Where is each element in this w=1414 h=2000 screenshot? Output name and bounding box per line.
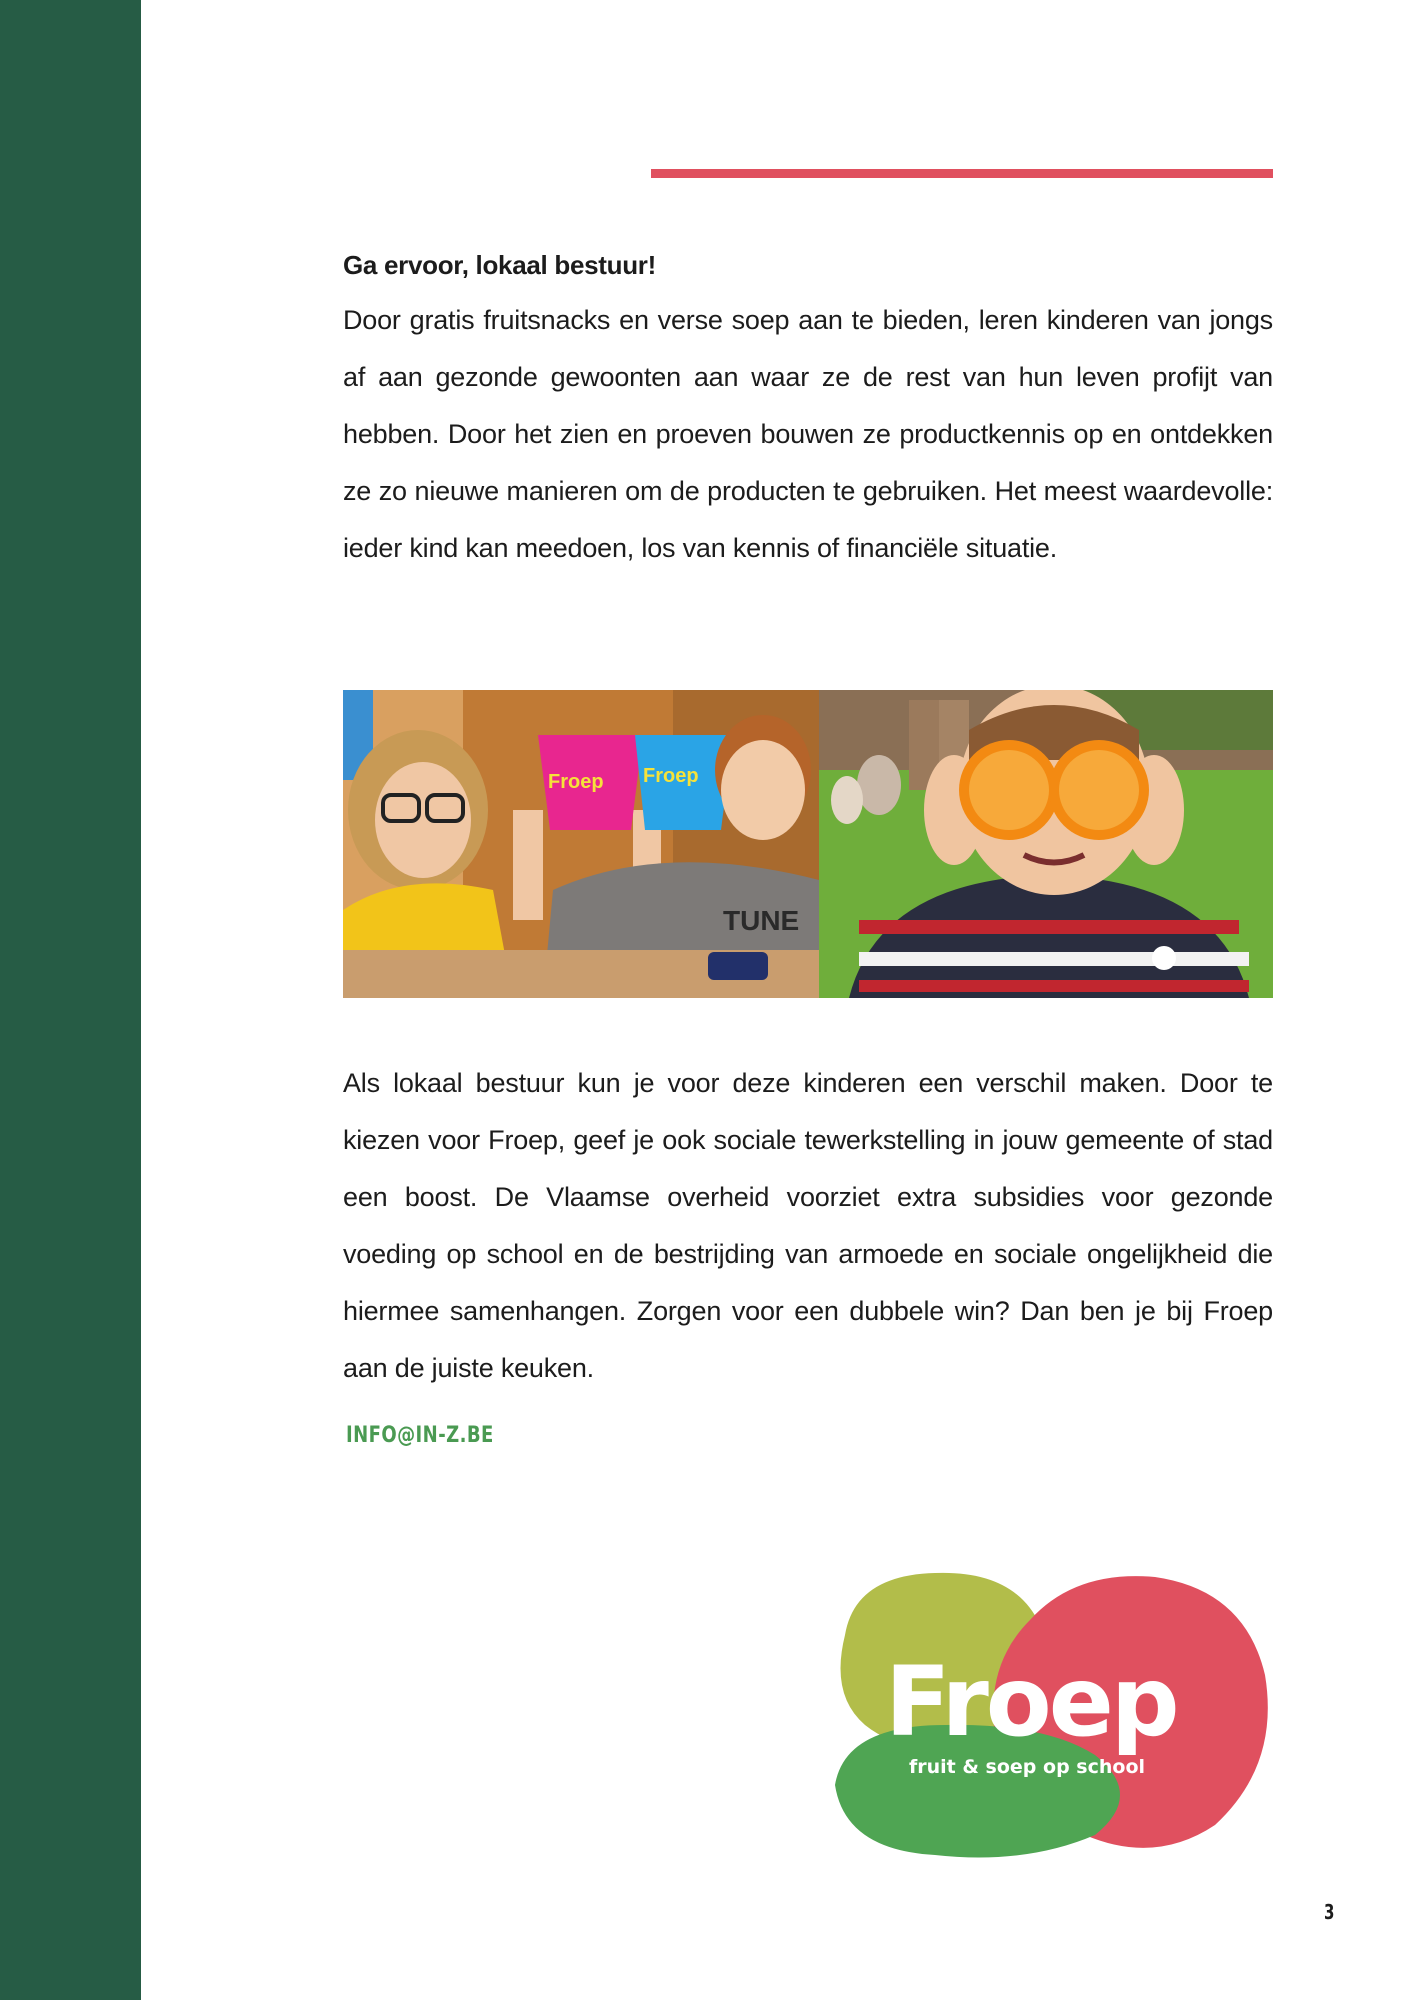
photo-boy-oranges-image <box>819 690 1273 998</box>
accent-rule <box>651 169 1273 178</box>
page-number: 3 <box>1324 1900 1335 1924</box>
logo-tagline: fruit & soep op school <box>909 1756 1146 1778</box>
intro-paragraph: Door gratis fruitsnacks en verse soep aan te bieden, leren kinderen van jongs af aan gezonde gewoonten aan waar ze de rest van hun leven profijt van hebben. Door het zien en proeven bouwen ze productkennis op en ontdekken ze zo nieuwe manieren om de producten te gebruiken. Het meest waardevolle: ieder kind kan meedoen, los van kennis of financiële situatie. <box>343 305 1273 563</box>
photo-children-cups-image <box>343 690 819 998</box>
contact-email-link[interactable]: INFO@IN-Z.BE <box>346 1423 494 1448</box>
cup-blue-label: Froep <box>643 765 699 787</box>
froep-logo <box>825 1565 1275 1860</box>
froep-logo-graphic <box>825 1565 1275 1860</box>
photo-children-cups <box>343 690 819 998</box>
cup-pink-label: Froep <box>548 771 604 793</box>
page-heading: Ga ervoor, lokaal bestuur! <box>343 250 656 280</box>
logo-wordmark: Froep <box>885 1646 1177 1758</box>
shirt-print: TUNE <box>723 905 800 936</box>
photo-boy-oranges <box>819 690 1273 998</box>
sidebar-band <box>0 0 141 2000</box>
photo-strip <box>343 690 1273 998</box>
call-to-action-paragraph: Als lokaal bestuur kun je voor deze kinderen een verschil maken. Door te kiezen voor Froep, geef je ook sociale tewerkstelling in jouw gemeente of stad een boost. De Vlaamse overheid voorziet extra subsidies voor gezonde voeding op school en de bestrijding van armoede en sociale ongelijkheid die hiermee samenhangen. Zorgen voor een dubbele win? Dan ben je bij Froep aan de juiste keuken. <box>343 1068 1273 1383</box>
